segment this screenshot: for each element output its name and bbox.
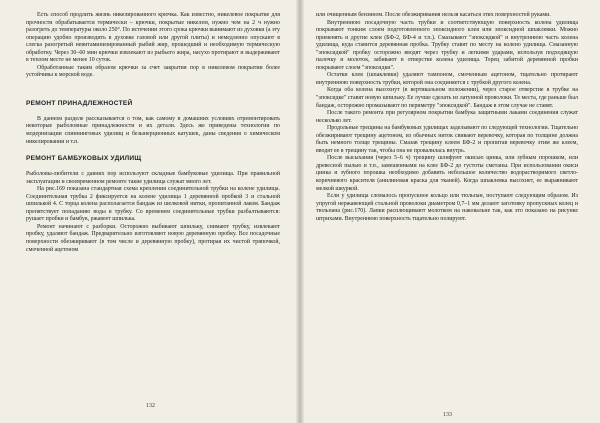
paragraph: Продольные трещины на бамбуковых удилищах заделывают по следующей технологии. Тщательно обезжиривают трещину ацетоном, из обычных ниток свивают веревочку, которая по толщине должна быть немного толще трещины. Смазав трещину клеем БФ-2 и пропитав веревочку этим же клеем, вводят ее в трещину так, чтобы она не провалилась внутрь. [316, 125, 578, 154]
paragraph: Есть способ продлить жизнь никелированного крючка. Как известно, никелевое покрытие для прочности обрабатывается термически – крючки, покрытые никелем, нужно чем на 2 ч нужно разогреть до температуры около 250°. По истечении этого срока крючки вынимают из духовки (а эту операцию удобно производить в духовке газовой или другой плиты) и немедленно опускают в слегка разогретый невитаминизированный рыбий жир, прошедший и необходимую термическую обработку. Через 30–60 мин крючки извлекают из рыбьего жира, насухо протирают и выдерживают в теплом месте не менее 10 суток. [26, 12, 280, 64]
right-page-column [316, 12, 578, 223]
section-heading: РЕМОНТ БАМБУКОВЫХ УДИЛИЩ [26, 155, 142, 163]
paragraph: Остатки клея (шпаклевки) удаляют тампоном, смоченным ацетоном, тщательно протирают внутреннюю поверхность трубки, которой она соединяется с трубкой другого колена. [316, 72, 578, 86]
paragraph: После такого ремонта при регулярном покрытии бамбука защитными лаками соединения служат несколько лет. [316, 110, 578, 124]
paragraph: Когда оба колена высохнут (в вертикальном положении), через старое отверстие в трубке на "эпоксидке" ставят новую шпильку. Ее лучше сделать из латунной проволоки. Те места, где раньше был бандаж, осторожно промазывают по периметру "эпоксидкой". Бандаж в этом случае не ставят. [316, 87, 578, 109]
paragraph: Ремонт начинают с разборки. Осторожно выбивают шпильку, снимают трубку, извлекают пробку, удаляют бандаж. Предварительно изготовляют новую деревянную пробку. Все посадочные поверхности обезжиривают (в том числе и деревянную пробку), протирая их чистой тряпочкой, смоченной ацетоном [26, 223, 280, 253]
page-number: 133 [443, 412, 452, 418]
right-page [300, 0, 600, 423]
left-page-column [26, 12, 280, 254]
paragraph: Если у удилища сломалось пропускное кольцо или тюльпан, поступают следующим образом. Из упругой нержавеющей стальной проволоки диаметром 0,7–1 мм делают заготовку пропускных колец и тюльпана (рис.170). Лапки расплющивают молотком на наковальне так, как это показано на рисунке штрихами. Внутреннюю поверхность тщательно полируют. [316, 193, 578, 222]
paragraph: Рыболовы-любители с давних пор используют складные бамбуковые удилища. При правильной эксплуатации и своевременном ремонте такие удилища служат много лет. [26, 171, 280, 185]
paragraph: После высыхания (через 5–6 ч) трещину шлифуют окисью цинка, или зубным порошком, или древесной пылью и т.п., замешенными на клее БФ-2 до густоты сметаны. При использовании окиси цинка и зубного порошка необходимо добавить небольшое количество водорастворимого светло-коричневого красителя (анилиновая краска для тканей). Когда шпаклевка высохнет, ее выравнивают мелкой шкуркой. [316, 155, 578, 192]
section-heading: РЕМОНТ ПРИНАДЛЕЖНОСТЕЙ [26, 99, 133, 107]
paragraph: Внутреннюю посадочную часть трубки и соответствующую поверхность колена удилища покрывают тонким слоем подготовленного эпоксидного клея или эпоксидной шпаклевки. Можно применять и другие клеи (БФ-2, БФ-4 и т.п.). Смазывают "эпоксидкой" и внутреннюю часть колена удилища, куда ставится деревянная пробка. Трубку ставят по месту на колено удилища. Смазанную "эпоксидкой" пробку осторожно вводят через трубку и легкими ударами, используя подходящую палочку и молоток, забивают в отверстие колена удилища. Торец забитой деревянной пробки покрывают слоем "эпоксидки". [316, 19, 578, 71]
paragraph: В данном разделе рассказывается о том, как самому в домашних условиях отремонтировать некоторые рыболовные принадлежности и их детали. Здесь же приведены технологии по модернизации спиннинговых удилищ и безынерционных катушек, даны сведения о химическом никелировании и т.п. [26, 115, 280, 145]
page-number: 132 [146, 403, 155, 409]
paragraph: На рис.169 показана стандартная схема крепления соединительной трубки на колене удилища. Соединительная трубка 2 фиксируется на колене удилища 1 деревянной пробкой 3 и стальной шпилькой 4. С торца колена располагается бандаж из шелковой нитки, пропитанной лаком. Бандаж препятствует попаданию воды в трубку. Со временем соединительные трубки разбалтываются: рушает пробки и бамбук, ржавеет шпилька. [26, 186, 280, 223]
paragraph: или очищенным бензином. После обезжиривания нельзя касаться этих поверхностей руками. [316, 12, 551, 18]
paragraph: Обработанные таким образом крючки за счет закрытия пор в никелевом покрытии более устойчивы к морской воде. [26, 64, 280, 79]
